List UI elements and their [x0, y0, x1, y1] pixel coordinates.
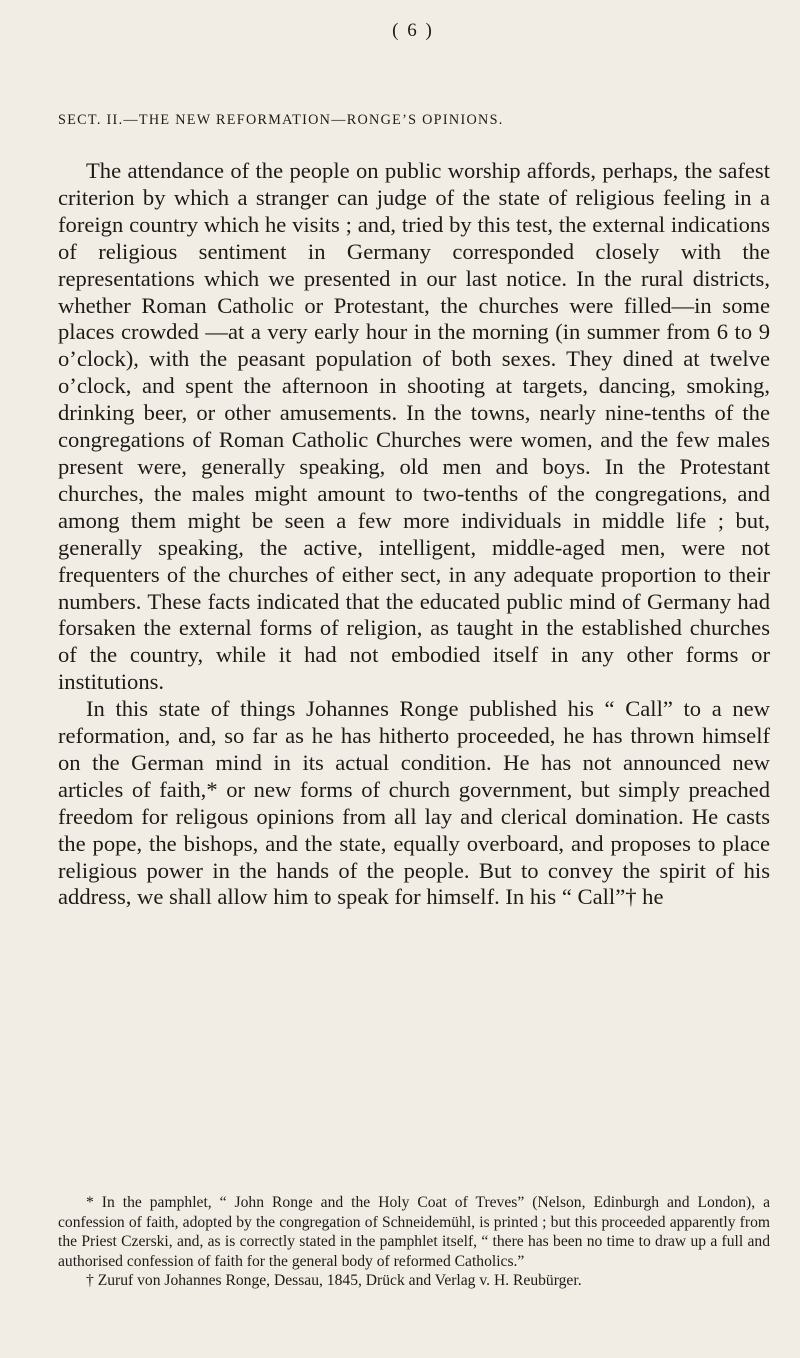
- footnotes: [58, 1193, 770, 1291]
- body-text: [58, 158, 770, 911]
- body-paragraph-ronge-call: In this state of things Johannes Ronge published his “ Call” to a new reformation, and, so far as he has hitherto proceeded, he has thrown himself on the German mind in its actual condition. He has not announced new articles of faith,* or new forms of church government, but simply preached freedom for religous opinions from all lay and clerical domination. He casts the pope, the bishops, and the state, equally overboard, and proposes to place religious power in the hands of the people. But to convey the spirit of his address, we shall allow him to speak for himself. In his “ Call”† he: [58, 696, 770, 910]
- page-number: ( 6 ): [392, 20, 434, 41]
- body-paragraph-attendance: The attendance of the people on public worship affords, perhaps, the safest criterion by which a stranger can judge of the state of religious feeling in a foreign country which he visits ; and, tried by this test, the external indications of religious sentiment in Germany corresponded closely with the representations which we presented in our last notice. In the rural districts, whether Roman Catholic or Protestant, the churches were filled—in some places crowded —at a very early hour in the morning (in summer from 6 to 9 o’clock), with the peasant population of both sexes. They dined at twelve o’clock, and spent the afternoon in shooting at targets, dancing, smoking, drinking beer, or other amusements. In the towns, nearly nine-tenths of the congregations of Roman Catholic Churches were women, and the few males present were, generally speaking, old men and boys. In the Protestant churches, the males might amount to two-tenths of the congregations, and among them might be seen a few more individuals in middle life ; but, generally speaking, the active, intelligent, middle-aged men, were not frequenters of the churches of either sect, in any adequate proportion to their numbers. These facts indicated that the educated public mind of Germany had forsaken the external forms of religion, as taught in the established churches of the country, while it had not embodied itself in any other forms or institutions.: [58, 158, 770, 695]
- footnote-zuruf: † Zuruf von Johannes Ronge, Dessau, 1845, Drück and Verlag v. H. Reubürger.: [86, 1272, 582, 1290]
- footnote-pamphlet: * In the pamphlet, “ John Ronge and the Holy Coat of Treves” (Nelson, Edinburgh and London), a confession of faith, adopted by the congregation of Schneidemühl, is printed ; but this proceeded apparently from the Priest Czerski, and, as is correctly stated in the pamphlet itself, “ there has been no time to draw up a full and authorised confession of faith for the general body of reformed Catholics.”: [58, 1194, 770, 1270]
- running-head: SECT. II.—THE NEW REFORMATION—RONGE’S OPINIONS.: [58, 112, 504, 128]
